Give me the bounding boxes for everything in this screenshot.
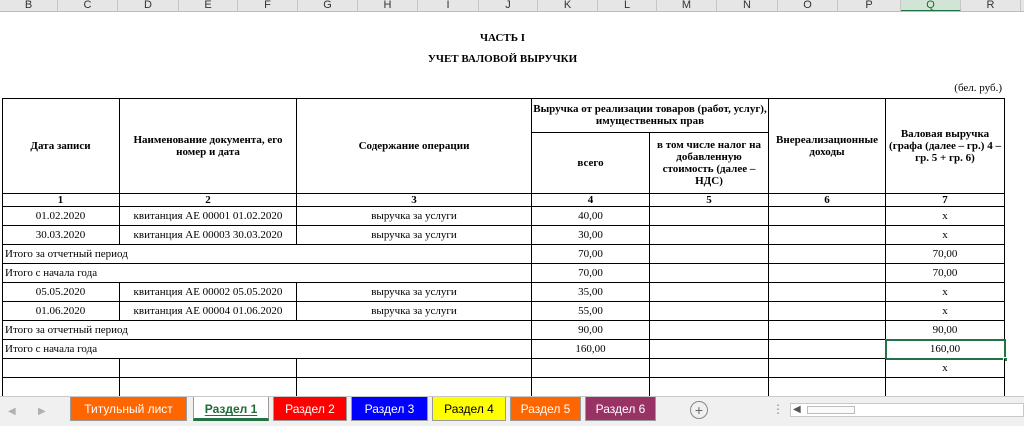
column-header-l[interactable]: L	[598, 0, 657, 12]
cell-nonoperating[interactable]	[769, 359, 886, 378]
cell-gross[interactable]: 90,00	[886, 321, 1005, 340]
column-header-g[interactable]: G	[298, 0, 358, 12]
cell-total[interactable]	[532, 359, 650, 378]
page-title: УЧЕТ ВАЛОВОЙ ВЫРУЧКИ	[427, 53, 578, 65]
cell-date[interactable]: 01.06.2020	[2, 302, 120, 321]
cell-document[interactable]: квитанция АЕ 00003 30.03.2020	[120, 226, 297, 245]
vertical-dots-icon: ⋮	[772, 402, 784, 416]
triangle-left-icon[interactable]: ◀	[8, 406, 16, 417]
subtotal-label[interactable]: Итого с начала года	[2, 340, 532, 359]
cell-total[interactable]: 70,00	[532, 264, 650, 283]
sheet-tab-6[interactable]: Раздел 5	[510, 397, 581, 421]
header-total: всего	[532, 133, 650, 194]
cell-nonoperating[interactable]	[769, 283, 886, 302]
column-number: 7	[886, 194, 1005, 207]
header-gross: Валовая выручка (графа (далее – гр.) 4 – гр. 5 + гр. 6)	[886, 98, 1005, 194]
cell-nonoperating[interactable]	[769, 264, 886, 283]
cell-gross[interactable]	[886, 378, 1005, 396]
cell-nonoperating[interactable]	[769, 340, 886, 359]
sheet-tab-4[interactable]: Раздел 3	[351, 397, 428, 421]
sheet-tab-7[interactable]: Раздел 6	[585, 397, 656, 421]
column-header-c[interactable]: C	[58, 0, 118, 12]
column-header-q[interactable]: Q	[901, 0, 961, 12]
cell-operation[interactable]: выручка за услуги	[297, 283, 532, 302]
cell-date[interactable]	[2, 359, 120, 378]
cell-operation[interactable]: выручка за услуги	[297, 226, 532, 245]
cell-document[interactable]: квитанция АЕ 00004 01.06.2020	[120, 302, 297, 321]
cell-nonoperating[interactable]	[769, 321, 886, 340]
cell-gross[interactable]: x	[886, 207, 1005, 226]
cell-total[interactable]: 70,00	[532, 245, 650, 264]
cell-vat[interactable]	[650, 207, 769, 226]
cell-gross[interactable]: x	[886, 359, 1005, 378]
units-label: (бел. руб.)	[954, 82, 1002, 94]
cell-vat[interactable]	[650, 245, 769, 264]
cell-operation[interactable]: выручка за услуги	[297, 302, 532, 321]
column-header-m[interactable]: M	[657, 0, 717, 12]
cell-vat[interactable]	[650, 321, 769, 340]
header-document: Наименование документа, его номер и дата	[120, 98, 297, 194]
column-header-p[interactable]: P	[838, 0, 901, 12]
cell-nonoperating[interactable]	[769, 302, 886, 321]
column-header-k[interactable]: K	[538, 0, 598, 12]
cell-date[interactable]	[2, 378, 120, 396]
cell-document[interactable]: квитанция АЕ 00002 05.05.2020	[120, 283, 297, 302]
column-header-i[interactable]: I	[418, 0, 479, 12]
cell-operation[interactable]: выручка за услуги	[297, 207, 532, 226]
cell-total[interactable]: 55,00	[532, 302, 650, 321]
plus-circle-icon[interactable]: +	[690, 401, 708, 419]
column-header-e[interactable]: E	[179, 0, 238, 12]
worksheet	[0, 12, 1024, 396]
cell-operation[interactable]	[297, 378, 532, 396]
cell-vat[interactable]	[650, 264, 769, 283]
cell-gross[interactable]: x	[886, 302, 1005, 321]
cell-total[interactable]: 40,00	[532, 207, 650, 226]
column-number: 4	[532, 194, 650, 207]
sheet-tab-3[interactable]: Раздел 2	[273, 397, 347, 421]
horizontal-scrollbar[interactable]	[790, 403, 1024, 417]
subtotal-label[interactable]: Итого с начала года	[2, 264, 532, 283]
header-nonoperating: Внереализационные доходы	[769, 98, 886, 194]
cell-date[interactable]: 05.05.2020	[2, 283, 120, 302]
cell-total[interactable]: 90,00	[532, 321, 650, 340]
column-header-d[interactable]: D	[118, 0, 179, 12]
column-header-b[interactable]: B	[0, 0, 58, 12]
column-header-h[interactable]: H	[358, 0, 418, 12]
subtotal-label[interactable]: Итого за отчетный период	[2, 245, 532, 264]
cell-vat[interactable]	[650, 302, 769, 321]
header-operation: Содержание операции	[297, 98, 532, 194]
column-header-o[interactable]: O	[778, 0, 838, 12]
column-number: 6	[769, 194, 886, 207]
cell-document[interactable]: квитанция АЕ 00001 01.02.2020	[120, 207, 297, 226]
column-number: 2	[120, 194, 297, 207]
caret-left-icon[interactable]: ◀	[793, 404, 801, 415]
subtotal-label[interactable]: Итого за отчетный период	[2, 321, 532, 340]
cell-gross[interactable]: x	[886, 226, 1005, 245]
sheet-tab-5[interactable]: Раздел 4	[432, 397, 506, 421]
part-heading: ЧАСТЬ I	[479, 32, 526, 44]
cell-nonoperating[interactable]	[769, 245, 886, 264]
column-header-r[interactable]: R	[961, 0, 1021, 12]
column-header-f[interactable]: F	[238, 0, 298, 12]
header-revenue-group: Выручка от реализации товаров (работ, услуг), имущественных прав	[532, 98, 769, 133]
cell-document[interactable]	[120, 378, 297, 396]
cell-gross[interactable]: 70,00	[886, 245, 1005, 264]
column-header-j[interactable]: J	[479, 0, 538, 12]
triangle-right-icon[interactable]: ▶	[38, 406, 46, 417]
scrollbar-thumb[interactable]	[807, 406, 855, 414]
cell-nonoperating[interactable]	[769, 378, 886, 396]
cell-total[interactable]: 30,00	[532, 226, 650, 245]
cell-total[interactable]: 35,00	[532, 283, 650, 302]
header-vat: в том числе налог на добавленную стоимость (далее – НДС)	[650, 133, 769, 194]
cell-vat[interactable]	[650, 340, 769, 359]
cell-operation[interactable]	[297, 359, 532, 378]
sheet-tab-1[interactable]: Титульный лист	[70, 397, 187, 421]
cell-nonoperating[interactable]	[769, 207, 886, 226]
cell-vat[interactable]	[650, 359, 769, 378]
cell-date[interactable]: 01.02.2020	[2, 207, 120, 226]
cell-total[interactable]: 160,00	[532, 340, 650, 359]
cell-gross[interactable]: 70,00	[886, 264, 1005, 283]
column-number: 3	[297, 194, 532, 207]
cell-date[interactable]: 30.03.2020	[2, 226, 120, 245]
sheet-tab-bar	[0, 396, 1024, 426]
cell-vat[interactable]	[650, 283, 769, 302]
cell-nonoperating[interactable]	[769, 226, 886, 245]
cell-gross[interactable]: 160,00	[886, 340, 1005, 359]
column-number: 1	[2, 194, 120, 207]
cell-document[interactable]	[120, 359, 297, 378]
column-number: 5	[650, 194, 769, 207]
sheet-tab-2[interactable]: Раздел 1	[193, 397, 269, 421]
cell-total[interactable]	[532, 378, 650, 396]
column-header-n[interactable]: N	[717, 0, 778, 12]
cell-vat[interactable]	[650, 226, 769, 245]
header-date: Дата записи	[2, 98, 120, 194]
cell-gross[interactable]: x	[886, 283, 1005, 302]
cell-vat[interactable]	[650, 378, 769, 396]
column-header-bar	[0, 0, 1024, 12]
